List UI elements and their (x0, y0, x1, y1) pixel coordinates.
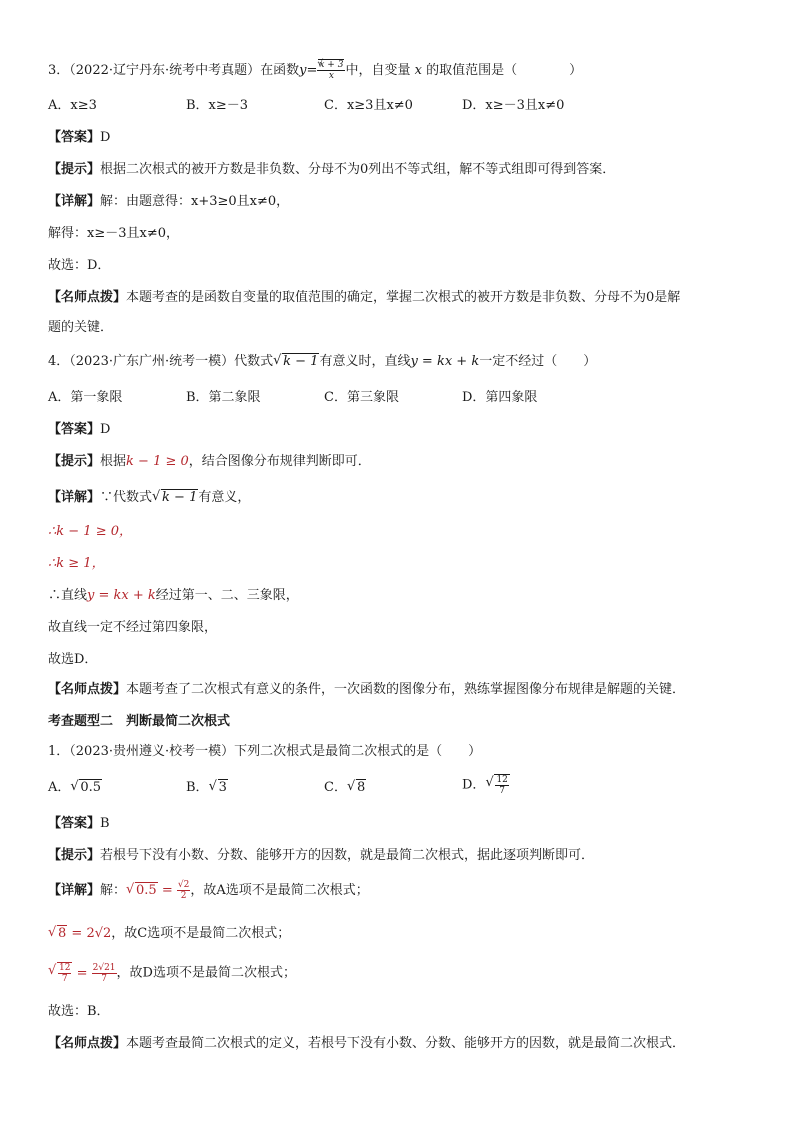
detail-tag: 【详解】 (48, 883, 101, 898)
q3-option-b: B．x≥－3 (186, 98, 249, 113)
q4-stem (48, 352, 596, 372)
detail-3-num: √ 12 (59, 963, 71, 973)
hint-tag: 【提示】 (48, 162, 101, 177)
hint-text-b: ，结合图像分布规律判断即可． (188, 454, 371, 469)
opt-label: B． (186, 780, 209, 795)
q3-comment-2: 题的关键． (48, 320, 114, 335)
q4-step-3 (48, 586, 299, 606)
answer-tag: 【答案】 (48, 130, 101, 145)
detail-3-frac (57, 962, 72, 984)
detail-3-rden: 7 (101, 973, 107, 984)
detail-3-sqrt (48, 962, 72, 984)
answer-value: B (100, 816, 110, 831)
opt-sqrt (70, 778, 102, 798)
q1-option-d (462, 774, 510, 796)
q1-answer (48, 814, 110, 834)
q4-stem-b: 有意义时，直线 (319, 354, 411, 369)
detail-text-a: 解： (100, 883, 127, 898)
opt-label: D． (462, 777, 486, 793)
opt-label: C． (324, 780, 347, 795)
q3-func-y: y= (299, 63, 318, 78)
q4-detail (48, 488, 250, 508)
q4-detail-sqrt (152, 488, 198, 508)
answer-tag: 【答案】 (48, 422, 101, 437)
detail-3-text: ，故D选项不是最简二次根式； (116, 965, 296, 981)
detail-2-text: ，故C选项不是最简二次根式； (111, 926, 291, 941)
q4-detail-4: 故直线一定不经过第四象限， (48, 620, 218, 635)
answer-value: D (100, 422, 111, 437)
detail-3-den: 7 (61, 974, 68, 984)
q4-option-d: D．第四象限 (462, 390, 538, 405)
q1-detail-2 (48, 924, 290, 944)
detail-tag: 【详解】 (48, 490, 101, 505)
q1-detail-3: √ $\frac{12}{7}$ = $\frac{2√21}{7}$ ，故D选项不是最简二次根式； (48, 962, 296, 984)
q4-line-eq: y = kx + k (410, 354, 480, 369)
q4-sqrt-expr: k − 1 (283, 354, 319, 369)
detail-tag: 【详解】 (48, 194, 101, 209)
opt-label: A． (48, 780, 71, 795)
hint-tag: 【提示】 (48, 454, 101, 469)
q3-option-d: D．x≥－3且x≠0 (462, 98, 565, 113)
q3-stem-end: 的取值范围是（ ） (426, 63, 583, 78)
q4-option-a: A．第一象限 (48, 390, 123, 405)
detail-sqrt-value: 0.5 (136, 883, 157, 898)
step-3-eq: y = kx + k (87, 588, 156, 603)
q4-stem-c: 一定不经过（ ） (479, 354, 597, 369)
hint-tag: 【提示】 (48, 848, 101, 863)
hint-text: 若根号下没有小数、分数、能够开方的因数，就是最简二次根式，据此逐项判断即可． (100, 848, 595, 863)
q4-detail-sqrt-expr: k − 1 (162, 490, 198, 505)
answer-tag: 【答案】 (48, 816, 101, 831)
section-heading: 考查题型二 判断最简二次根式 (48, 714, 231, 729)
hint-text-a: 根据 (100, 454, 127, 469)
detail-frac-den: 2 (180, 891, 187, 901)
detail-frac-num: √2 (177, 880, 190, 890)
comment-text: 本题考查了二次根式有意义的条件，一次函数的图像分布，熟练掌握图像分布规律是解题的关键． (126, 682, 686, 697)
step-3-text-b: 经过第一、二、三象限， (155, 588, 299, 603)
detail-text-a: ∵代数式 (100, 490, 153, 505)
comment-text: 本题考查最简二次根式的定义，若根号下没有小数、分数、能够开方的因数，就是最简二次根式． (126, 1036, 686, 1051)
q4-stem-a: 4．（2023·广东广州·统考一模）代数式 (48, 354, 274, 369)
q3-detail-2: 解得：x≥－3且x≠0， (48, 226, 179, 241)
q4-comment (48, 680, 685, 700)
q4-step-2: ∴k ≥ 1， (48, 556, 105, 571)
detail-2-sqrt (48, 924, 67, 944)
q1-comment (48, 1034, 685, 1054)
q4-option-b: B．第二象限 (186, 390, 261, 405)
q4-answer (48, 420, 110, 440)
comment-tag: 【名师点拨】 (48, 1036, 127, 1051)
q3-func-den: x (328, 71, 334, 81)
q3-hint (48, 160, 615, 180)
q1-option-a (48, 778, 102, 798)
q3-detail-3: 故选：D． (48, 258, 111, 273)
q3-stem-text: 3．（2022·辽宁丹东·统考中考真题）在函数 (48, 63, 300, 78)
opt-value: 0.5 (80, 780, 102, 795)
q3-stem-tail: 中，自变量 (345, 63, 411, 78)
q1-detail-4: 故选：B． (48, 1004, 110, 1019)
opt-sqrt (347, 778, 366, 798)
q4-detail-5: 故选D． (48, 652, 98, 667)
q3-comment (48, 288, 680, 308)
q3-stem (48, 60, 582, 81)
opt-num: √ 12 (496, 775, 508, 785)
q1-stem: 1．（2023·贵州遵义·校考一模）下列二次根式是最简二次根式的是（ ） (48, 744, 482, 759)
q3-option-a: A．x≥3 (48, 98, 97, 113)
detail-text: 解：由题意得：x+3≥0且x≠0， (100, 194, 290, 209)
q1-detail: 【详解】解：√ 0.5 = $\frac{√2}{2}$ ，故A选项不是最简二次根式； (48, 880, 369, 901)
q4-step-1: ∴k − 1 ≥ 0， (48, 524, 133, 539)
opt-sqrt (209, 778, 228, 798)
q3-func-num (317, 60, 345, 71)
hint-text: 根据二次根式的被开方数是非负数、分母不为0列出不等式组，解不等式组即可得到答案． (100, 162, 616, 177)
detail-text-b: 有意义， (198, 490, 251, 505)
comment-tag: 【名师点拨】 (48, 682, 127, 697)
q4-option-c: C．第三象限 (324, 390, 399, 405)
q4-hint (48, 452, 371, 472)
detail-sqrt (126, 881, 158, 901)
opt-frac (494, 774, 509, 796)
detail-2-rhs: = 2√2 (71, 926, 112, 941)
detail-text-b: ，故A选项不是最简二次根式； (190, 883, 369, 898)
q3-func-num-text: x + 3 (319, 60, 344, 70)
q1-option-c (324, 778, 366, 798)
detail-3-rnum: 2√21 (92, 962, 116, 973)
detail-frac (177, 880, 190, 901)
detail-2-value: 8 (58, 926, 67, 941)
detail-3-rfrac (92, 963, 117, 984)
q3-var-x: x (414, 63, 422, 78)
q3-detail (48, 192, 289, 212)
comment-text: 本题考查的是函数自变量的取值范围的确定，掌握二次根式的被开方数是非负数、分母不为0是解 (126, 290, 681, 305)
q3-func-fraction (317, 60, 345, 81)
opt-den: 7 (499, 786, 506, 796)
q1-hint (48, 846, 594, 866)
q3-answer (48, 128, 110, 148)
q4-sqrt (273, 352, 319, 372)
comment-tag: 【名师点拨】 (48, 290, 127, 305)
q3-option-c: C．x≥3且x≠0 (324, 98, 413, 113)
opt-sqrt (485, 774, 509, 796)
opt-value: 8 (356, 780, 366, 795)
answer-value: D (100, 130, 111, 145)
q1-option-b (186, 778, 228, 798)
hint-expr: k − 1 ≥ 0 (126, 454, 189, 469)
opt-value: 3 (218, 780, 227, 795)
step-3-text-a: ∴直线 (48, 588, 88, 603)
